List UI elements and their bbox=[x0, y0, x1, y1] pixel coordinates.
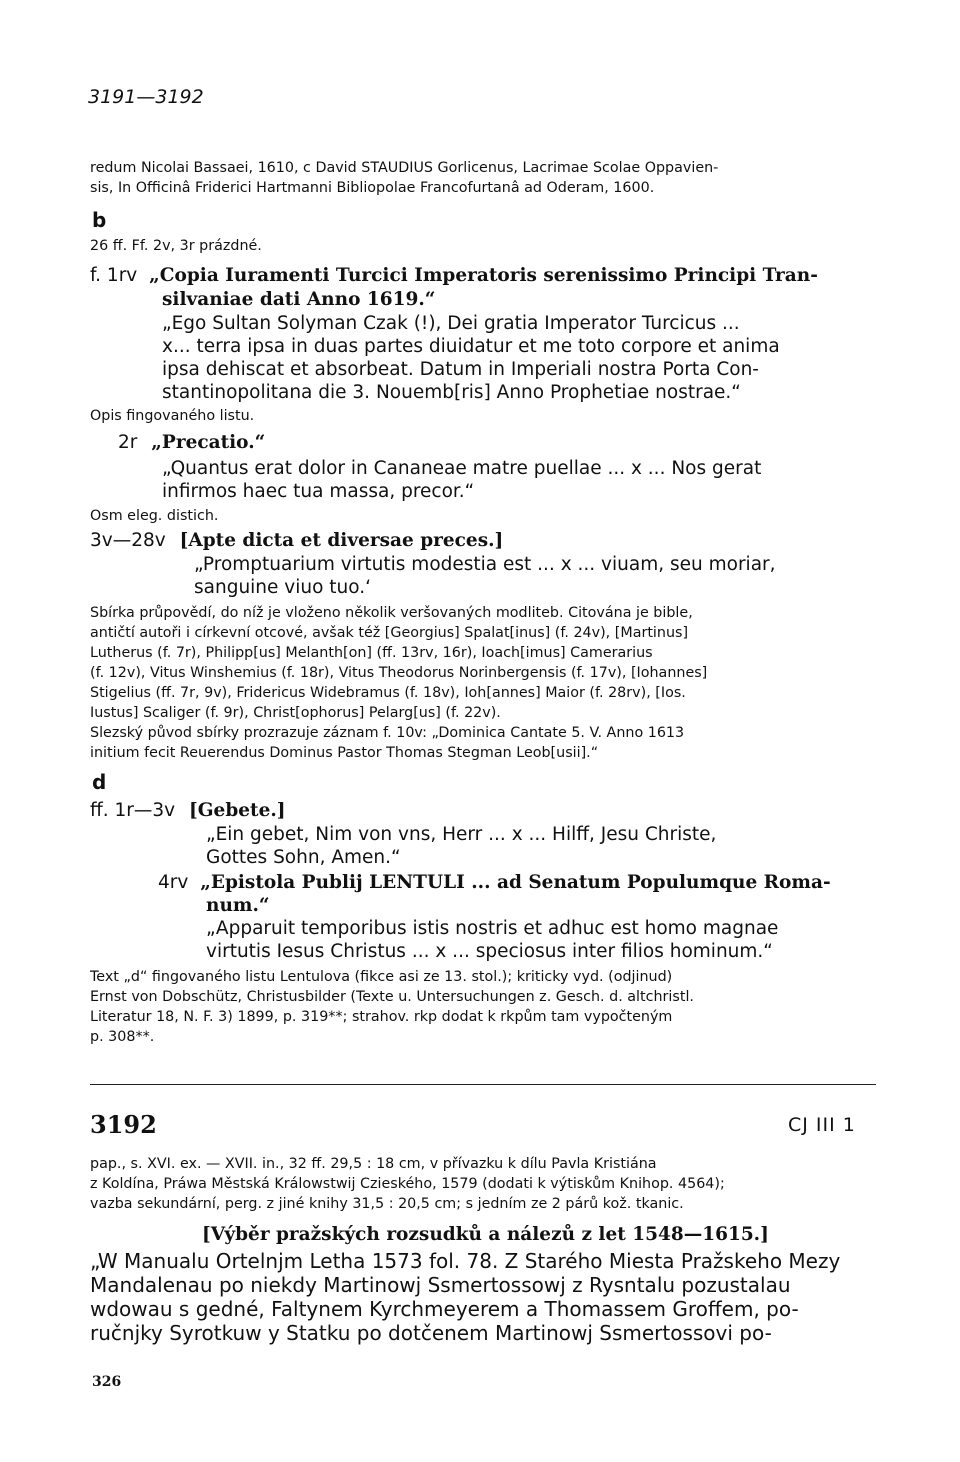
page-number: 326 bbox=[92, 1374, 122, 1390]
section-letter-d: d bbox=[92, 770, 107, 794]
incipit-line: stantinopolitana die 3. Nouemb[ris] Anno Prophetiae nostrae.“ bbox=[162, 382, 741, 403]
incipit-line: „Ego Sultan Solyman Czak (!), Dei gratia Imperator Turcicus ... bbox=[162, 313, 740, 334]
incipit-line: „Apparuit temporibus istis nostris et adhuc est homo magnae bbox=[206, 918, 779, 939]
note: Osm eleg. distich. bbox=[90, 508, 219, 524]
item-title: „Precatio.“ bbox=[151, 432, 266, 453]
text-line: wdowau s gedné, Faltynem Kyrchmeyerem a Thomassem Groffem, po- bbox=[90, 1297, 799, 1321]
commentary-line: initium fecit Reuerendus Dominus Pastor Thomas Stegman Leob[usii].“ bbox=[90, 745, 599, 761]
item-title-cont: silvaniae dati Anno 1619.“ bbox=[162, 289, 436, 310]
folio-ref-label: ff. 1r—3v bbox=[90, 800, 176, 821]
text-line: ručnjky Syrotkuw y Statku po dotčenem Martinowj Ssmertossovi po- bbox=[90, 1321, 772, 1345]
commentary-line: Ernst von Dobschütz, Christusbilder (Texte u. Untersuchungen z. Gesch. d. altchristl. bbox=[90, 989, 694, 1005]
work-title: [Výběr pražských rozsudků a nálezů z let 1548—1615.] bbox=[202, 1224, 769, 1245]
text-line: Mandalenau po niekdy Martinowj Ssmertossowj z Rysntalu pozustalau bbox=[90, 1273, 791, 1297]
incipit-line: sanguine viuo tuo.‘ bbox=[194, 577, 372, 598]
folio-ref bbox=[158, 872, 831, 894]
item-title: „Copia Iuramenti Turcici Imperatoris serenissimo Principi Tran- bbox=[149, 265, 818, 286]
commentary-line: antičtí autoři i církevní otcové, avšak též [Georgius] Spalat[inus] (f. 24v), [Martinus] bbox=[90, 625, 689, 641]
folio-ref-label: 4rv bbox=[158, 872, 189, 893]
folio-ref-label: f. 1rv bbox=[90, 265, 138, 286]
folio-count: 26 ff. Ff. 2v, 3r prázdné. bbox=[90, 238, 262, 254]
incipit-line: x... terra ipsa in duas partes diuidatur et me toto corpore et anima bbox=[162, 336, 780, 357]
commentary-line: Stigelius (ff. 7r, 9v), Fridericus Widebramus (f. 18v), Ioh[annes] Maior (f. 28rv), [Ios. bbox=[90, 685, 686, 701]
incipit-line: „Quantus erat dolor in Cananeae matre puellae ... x ... Nos gerat bbox=[162, 458, 762, 479]
entry-number: 3192 bbox=[90, 1110, 157, 1139]
incipit-line: „Promptuarium virtutis modestia est ... x ... viuam, seu moriar, bbox=[194, 554, 776, 575]
intro-line: sis, In Officinâ Friderici Hartmanni Bibliopolae Francofurtanâ ad Oderam, 1600. bbox=[90, 180, 655, 196]
incipit-line: virtutis Iesus Christus ... x ... speciosus inter filios hominum.“ bbox=[206, 941, 773, 962]
item-title: „Epistola Publij LENTULI ... ad Senatum Populumque Roma- bbox=[200, 872, 831, 893]
item-title: [Gebete.] bbox=[189, 800, 286, 821]
running-head: 3191—3192 bbox=[88, 86, 204, 108]
incipit-line: ipsa dehiscat et absorbeat. Datum in Imperiali nostra Porta Con- bbox=[162, 359, 759, 380]
intro-line: redum Nicolai Bassaei, 1610, c David STAUDIUS Gorlicenus, Lacrimae Scolae Oppavien- bbox=[90, 160, 719, 176]
incipit-line: infirmos haec tua massa, precor.“ bbox=[162, 481, 475, 502]
note: Opis fingovaného listu. bbox=[90, 408, 255, 424]
folio-ref bbox=[90, 265, 818, 287]
description-line: pap., s. XVI. ex. — XVII. in., 32 ff. 29,5 : 18 cm, v přívazku k dílu Pavla Kristiána bbox=[90, 1156, 657, 1172]
folio-ref-label: 2r bbox=[118, 432, 138, 453]
section-letter-b: b bbox=[92, 208, 107, 232]
commentary-line: Sbírka průpovědí, do níž je vloženo několik veršovaných modliteb. Citována je bible, bbox=[90, 605, 693, 621]
description-line: vazba sekundární, perg. z jiné knihy 31,5 : 20,5 cm; s jedním ze 2 párů kož. tkanic. bbox=[90, 1196, 684, 1212]
commentary-line: Lutherus (f. 7r), Philipp[us] Melanth[on] (ff. 13rv, 16r), Ioach[imus] Camerarius bbox=[90, 645, 653, 661]
commentary-line: (f. 12v), Vitus Winshemius (f. 18r), Vitus Theodorus Norinbergensis (f. 17v), [Iohannes] bbox=[90, 665, 708, 681]
folio-ref bbox=[90, 800, 286, 822]
commentary-line: Text „d“ fingovaného listu Lentulova (fikce asi ze 13. stol.); kriticky vyd. (odjinud) bbox=[90, 969, 673, 985]
commentary-line: Slezský původ sbírky prozrazuje záznam f. 10v: „Dominica Cantate 5. V. Anno 1613 bbox=[90, 725, 685, 741]
shelfmark: CJ III 1 bbox=[788, 1114, 856, 1136]
folio-ref-label: 3v—28v bbox=[90, 530, 166, 551]
commentary-line: Iustus] Scaliger (f. 9r), Christ[ophorus] Pelarg[us] (f. 22v). bbox=[90, 705, 501, 721]
incipit-line: Gottes Sohn, Amen.“ bbox=[206, 847, 401, 868]
description-line: z Koldína, Práwa Městská Králowstwij Czieského, 1579 (dodati k výtiskům Knihop. 4564); bbox=[90, 1176, 725, 1192]
folio-ref bbox=[118, 432, 265, 454]
item-title-cont: num.“ bbox=[206, 895, 270, 916]
incipit-line: „Ein gebet, Nim von vns, Herr ... x ... Hilff, Jesu Christe, bbox=[206, 824, 717, 845]
text-line: „W Manualu Ortelnjm Letha 1573 fol. 78. Z Starého Miesta Pražskeho Mezy bbox=[90, 1249, 841, 1273]
commentary-line: p. 308**. bbox=[90, 1029, 155, 1045]
commentary-line: Literatur 18, N. F. 3) 1899, p. 319**; strahov. rkp dodat k rkpům tam vypočteným bbox=[90, 1009, 673, 1025]
item-title: [Apte dicta et diversae preces.] bbox=[179, 530, 504, 551]
folio-ref bbox=[90, 530, 503, 552]
section-divider bbox=[90, 1084, 876, 1085]
